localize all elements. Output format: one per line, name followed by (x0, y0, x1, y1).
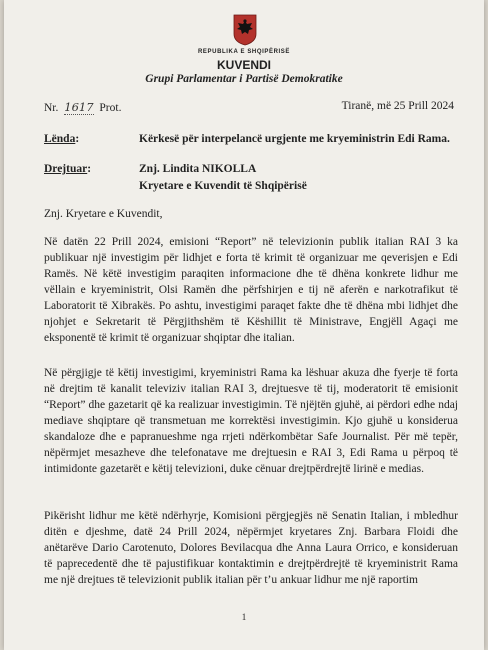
recipient-name: Znj. Lindita NIKOLLA (139, 163, 257, 175)
salutation: Znj. Kryetare e Kuvendit, (44, 208, 163, 220)
albanian-eagle-emblem-icon (233, 14, 257, 46)
page-number: 1 (241, 612, 247, 622)
republic-label: REPUBLIKA E SHQIPËRISË (198, 49, 290, 55)
document-page (4, 0, 484, 650)
prot-label: Prot. (99, 102, 122, 114)
subject-text: Kërkesë për interpelancë urgjente me kryeministrin Edi Rama. (139, 133, 450, 145)
paragraph-1: Në datën 22 Prill 2024, emisioni “Report” në televizionin publik italian RAI 3 ka publikuar një investigim për lidhjet e forta të krimit të organizuar me qeverisjen e Edi Ramës. Në këtë investigim paraqiten informacione dhe të dhëna konkrete lidhur me vëllain e kryeministrit, Olsi Ramën dhe përfshirjen e tij në aferën e narkotrafikut të Laboratorit të Xibrakës. Po ashtu, investigimi paraqet fakte dhe të dhëna mbi lidhjet dhe njohjet e Sekretarit të Përgjithshëm të Këshillit të Ministrave, Engjëll Agaçi me eksponentë të krimit të organizuar shqiptar dhe italian. (44, 236, 458, 344)
recipient-title: Kryetare e Kuvendit të Shqipërisë (139, 180, 307, 192)
institution-title: KUVENDI (216, 58, 271, 72)
paragraph-3: Pikërisht lidhur me këtë ndërhyrje, Komisioni përgjegjës në Senatin Italian, i mbledhur ditën e djeshme, datë 24 Prill 2024, nëpërmjet kryetares Znj. Barbara Floidi dhe anëtarëve Dario Carotenuto, Dolores Bevilacqua dhe Anna Laura Orrico, e konsideruan të paprecedentë dhe të pajustifikuar kontaktimin e drejtpërdrejtë të kryeministrit Rama me një drejtues të televizionit publik italian për t’u ankuar lidhur me një raportim (44, 510, 458, 586)
subject-label: Lënda: (44, 133, 80, 145)
recipient-label: Drejtuar: (44, 163, 92, 175)
paragraph-2: Në përgjigje të këtij investigimi, kryeministri Rama ka lëshuar akuza dhe fyerje të forta në drejtim të kanalit televiziv italian RAI 3, drejtuesve të tij, moderatorit të emisionit “Report” dhe gazetarit që ka realizuar investigimin. Të njëjtën gjuhë, ai përdori edhe ndaj mediave shqiptare që transmetuan me korrektësi investigimin. Kjo gjuhë u konsiderua skandaloze dhe e papranueshme nga rrjeti ndërkombëtar Safe Journalist. Për më tepër, nëpërmjet mesazheve dhe telefonatave me drejtuesin e RAI 3, Edi Rama u përpoq të intimidonte gazetarët e këtij televizioni, duke cënuar drejtpërdrejtë lirinë e medias. (44, 367, 458, 475)
parliamentary-group: Grupi Parlamentar i Partisë Demokratike (145, 73, 343, 85)
reference-number (44, 100, 121, 115)
nr-label: Nr. (44, 102, 59, 114)
place-date: Tiranë, më 25 Prill 2024 (341, 100, 454, 112)
handwritten-number: 1617 (64, 100, 94, 114)
